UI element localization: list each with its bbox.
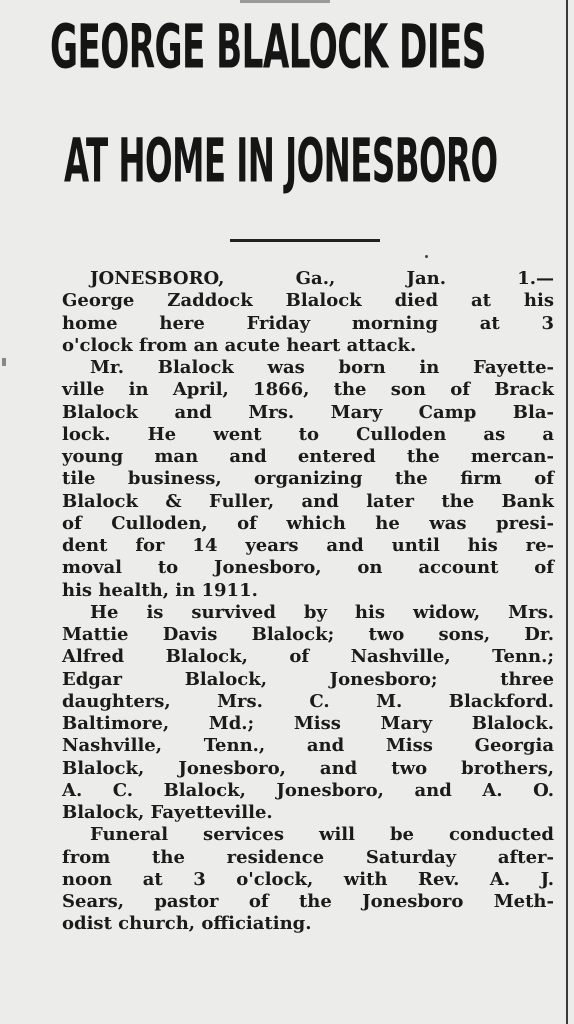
article-line: of Culloden, of which he was presi- (62, 512, 554, 534)
article-line: He is survived by his widow, Mrs. (90, 601, 554, 623)
article-line: home here Friday morning at 3 (62, 312, 554, 334)
article-line: ville in April, 1866, the son of Brack (62, 379, 554, 401)
article-line: moval to Jonesboro, on account of (62, 557, 554, 579)
article-line: Sears, pastor of the Jonesboro Meth- (62, 891, 554, 912)
article-line: Blalock & Fuller, and later the Bank (62, 490, 554, 512)
article-line: JONESBORO, Ga., Jan. 1.— (90, 268, 554, 289)
article-line: odist church, officiating. (62, 913, 312, 935)
headline-line-2: AT HOME IN JONESBORO (64, 125, 498, 197)
article-line: Baltimore, Md.; Miss Mary Blalock. (62, 713, 554, 734)
article-line: lock. He went to Culloden as a (62, 423, 554, 445)
article-line: Mattie Davis Blalock; two sons, Dr. (62, 624, 554, 645)
article-line: Blalock, Fayetteville. (62, 802, 273, 823)
clipping-top-edge (240, 0, 330, 3)
article-line: from the residence Saturday after- (62, 846, 554, 868)
article-line: tile business, organizing the firm of (62, 468, 554, 490)
article-line: Alfred Blalock, of Nashville, Tenn.; (62, 646, 554, 668)
article-line: young man and entered the mercan- (62, 446, 554, 467)
article-line: his health, in 1911. (62, 579, 258, 601)
article-body (62, 268, 554, 936)
article-line: Mr. Blalock was born in Fayette- (90, 357, 554, 378)
article-line: Blalock, Jonesboro, and two brothers, (62, 757, 554, 779)
edge-mark (2, 358, 6, 366)
article-line: daughters, Mrs. C. M. Blackford. (62, 690, 554, 712)
headline-line-1: GEORGE BLALOCK DIES (50, 11, 486, 83)
article-line: A. C. Blalock, Jonesboro, and A. O. (62, 779, 554, 801)
article-line: Nashville, Tenn., and Miss Georgia (62, 735, 554, 757)
article-line: George Zaddock Blalock died at his (62, 290, 554, 312)
article-line: Edgar Blalock, Jonesboro; three (62, 668, 554, 690)
column-rule (566, 0, 568, 1024)
ink-speck (425, 255, 428, 258)
article-line: Funeral services will be conducted (90, 824, 554, 846)
article-line: noon at 3 o'clock, with Rev. A. J. (62, 868, 554, 890)
article-line: o'clock from an acute heart attack. (62, 334, 417, 356)
headline-divider (230, 239, 380, 242)
article-line: Blalock and Mrs. Mary Camp Bla- (62, 401, 554, 423)
article-line: dent for 14 years and until his re- (62, 535, 554, 556)
